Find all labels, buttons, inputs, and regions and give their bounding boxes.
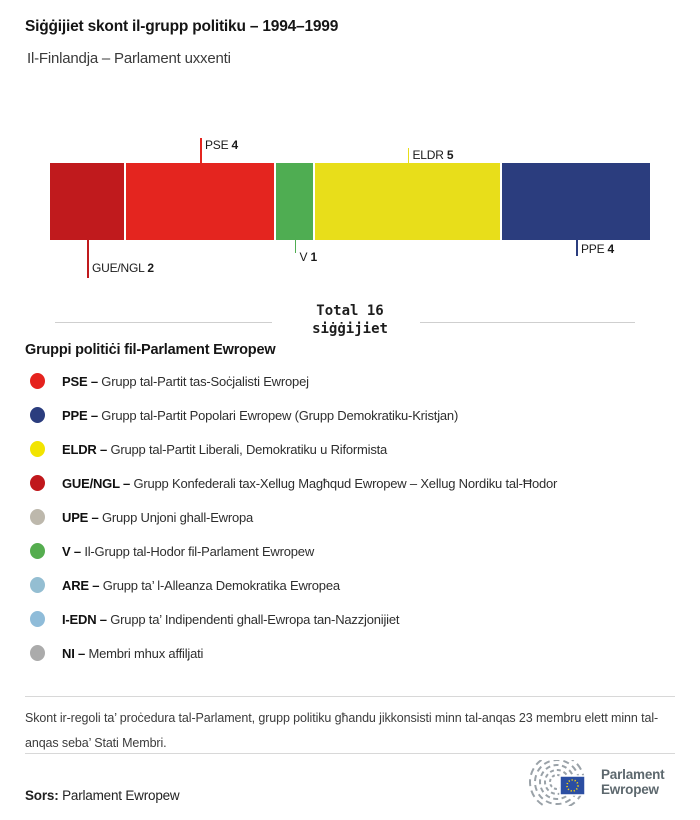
legend-color-dot xyxy=(30,475,45,491)
legend-row xyxy=(25,466,685,500)
legend-row xyxy=(25,602,685,636)
legend-item-label: UPE – Grupp Unjoni ghall-Ewropa xyxy=(62,509,254,525)
legend-color-dot xyxy=(30,611,45,627)
footnote-rule-bottom xyxy=(25,753,675,754)
legend-row xyxy=(25,398,685,432)
legend-item-label: I-EDN – Grupp ta’ Indipendenti ghall-Ewropa tan-Nazzjonijiet xyxy=(62,611,400,627)
hemicycle-eu-flag-icon xyxy=(527,760,599,806)
total-line-2: siġġijiet xyxy=(312,321,388,337)
legend-color-dot xyxy=(30,407,45,423)
bar-segment-pse xyxy=(126,163,274,240)
legend-color-dot xyxy=(30,373,45,389)
legend-row xyxy=(25,636,685,670)
bar-segment-gue-ngl xyxy=(50,163,124,240)
callout-label-pse: PSE 4 xyxy=(205,138,239,152)
legend-color-dot xyxy=(30,441,45,457)
legend-color-dot xyxy=(30,543,45,559)
legend-item-label: PPE – Grupp tal-Partit Popolari Ewropew (Grupp Demokratiku-Kristjan) xyxy=(62,407,459,423)
callout-tick-v xyxy=(295,240,297,253)
legend-item-label: GUE/NGL – Grupp Konfederali tax-Xellug Magħqud Ewropew – Xellug Nordiku tal-Ħodor xyxy=(62,475,558,491)
legend-row xyxy=(25,534,685,568)
legend-row xyxy=(25,364,685,398)
page-title: Siġġijiet skont il-grupp politiku – 1994–1999 xyxy=(25,18,339,35)
legend-item-label: V – Il-Grupp tal-Hodor fil-Parlament Ewropew xyxy=(62,543,315,559)
footnote-text: Skont ir-regoli ta’ proċedura tal-Parlament, grupp politiku għandu jikkonsisti minn tal-anqas 23 membru elett minn tal-anqas seba’ Stati Membri. xyxy=(25,711,659,750)
callout-label-v: V 1 xyxy=(299,250,317,264)
stacked-bar xyxy=(50,163,650,240)
legend-color-dot xyxy=(30,509,45,525)
callout-tick-eldr xyxy=(408,148,410,163)
legend-item-label: NI – Membri mhux affiljati xyxy=(62,645,204,661)
callout-tick-gue-ngl xyxy=(87,240,89,278)
legend-heading: Gruppi politiċi fil-Parlament Ewropew xyxy=(25,342,276,358)
total-line-1: Total 16 xyxy=(316,303,384,319)
legend-row xyxy=(25,568,685,602)
legend-list xyxy=(25,364,685,670)
legend-row xyxy=(25,500,685,534)
legend-item-label: ARE – Grupp ta’ l-Alleanza Demokratika Ewropea xyxy=(62,577,340,593)
divider-left xyxy=(55,322,272,323)
bar-segment-v xyxy=(276,163,313,240)
logo-line-1: Parlament xyxy=(601,767,665,782)
page-subtitle: Il-Finlandja – Parlament uxxenti xyxy=(27,50,231,67)
source-line xyxy=(25,788,179,803)
bar-segment-ppe xyxy=(502,163,650,240)
callout-tick-ppe xyxy=(576,240,578,256)
legend-item-label: PSE – Grupp tal-Partit tas-Soċjalisti Ewropej xyxy=(62,373,309,389)
callout-tick-pse xyxy=(200,138,202,163)
legend-item-label: ELDR – Grupp tal-Partit Liberali, Demokratiku u Riformista xyxy=(62,441,388,457)
logo-line-2: Ewropew xyxy=(601,781,659,797)
legend-color-dot xyxy=(30,645,45,661)
parliament-logo xyxy=(527,760,677,806)
source-label: Sors: xyxy=(25,788,59,803)
callout-label-gue-ngl: GUE/NGL 2 xyxy=(92,261,154,275)
legend-row xyxy=(25,432,685,466)
legend-color-dot xyxy=(30,577,45,593)
bar-segment-eldr xyxy=(315,163,500,240)
divider-right xyxy=(420,322,635,323)
source-value: Parlament Ewropew xyxy=(62,788,180,803)
total-seats-label xyxy=(280,302,420,338)
footnote-rule-top xyxy=(25,696,675,697)
callout-label-eldr: ELDR 5 xyxy=(412,148,454,162)
logo-wordmark xyxy=(601,768,664,797)
callout-label-ppe: PPE 4 xyxy=(581,242,615,256)
